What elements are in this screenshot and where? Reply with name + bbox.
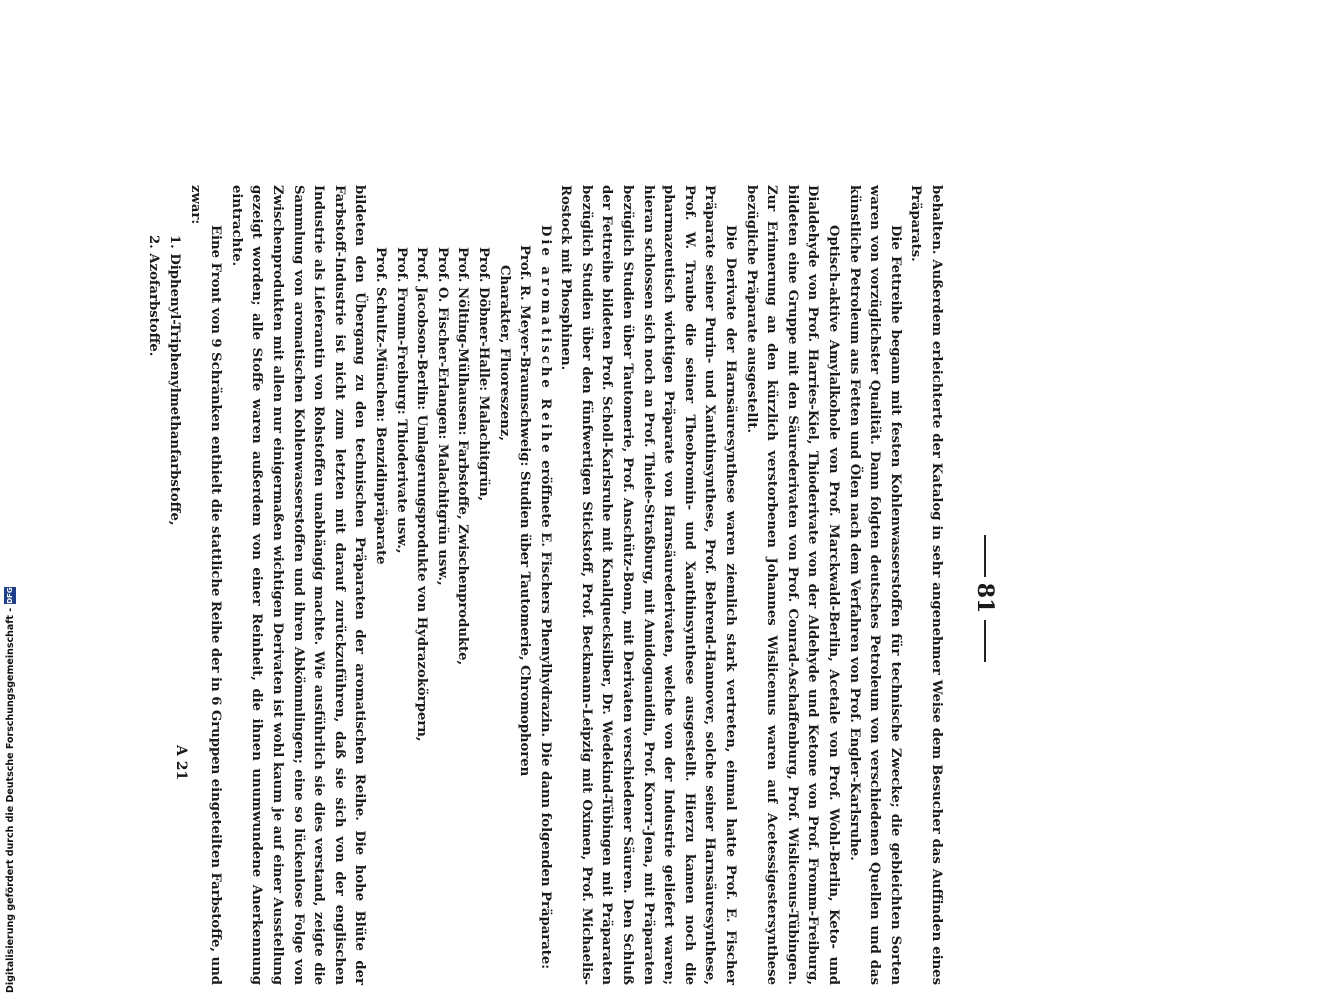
emphasized-phrase: Die aromatische Reihe: [537, 225, 553, 456]
list-item: Prof. Fromm-Freiburg: Thioderivate usw.,: [393, 247, 409, 554]
list-item: Prof. Döbner-Halle: Malachitgrün,: [475, 247, 491, 502]
document-page: [146, 185, 1000, 985]
list-item: Prof. Schultz-München: Benzidinpräparate: [372, 247, 388, 565]
enumerated-item: 1. Diphenyl-Triphenylmethanfarbstoffe,: [167, 235, 183, 526]
dfg-logo-icon: DFG: [6, 587, 14, 604]
paragraph: behalten. Außerdem erleichterte der Katalog in sehr angenehmer Weise dem Besucher das Auffinden eines Präparats.: [908, 185, 944, 985]
enumerated-item: 2. Azofarbstoffe.: [146, 235, 162, 357]
page-body: [143, 185, 946, 985]
signature-mark: A 21: [173, 745, 189, 781]
list-item: Prof. R. Meyer-Braunschweig: Studien über Tautomerie, Chromophoren: [517, 245, 533, 777]
paragraph: Die Fettreihe begann mit festen Kohlenwasserstoffen für technische Zwecke; die gebleichten Sorten waren von vorzüglichster Qualität. Dann folgten deutsches Petroleum von verschiedenen Quellen und das künstliche Petroleum aus Fetten und Ölen nach dem Verfahren von Prof. Engler-Karlsruhe.: [846, 185, 903, 985]
header-rule-right: [984, 620, 986, 662]
list-item: Prof. Nölting-Mülhausen: Farbstoffe, Zwischenprodukte,: [455, 247, 471, 666]
page-number: 81: [972, 582, 998, 614]
list-item: Charakter, Fluoreszenz,: [496, 265, 512, 441]
paragraph: Eine Front von 9 Schränken enthielt die stattliche Reihe der in 6 Gruppen eingeteilten Farbstoffe, und zwar:: [187, 185, 224, 985]
list-item: Prof. O. Fischer-Erlangen: Malachitgrün usw.,: [434, 247, 450, 586]
paragraph: bildeten den Übergang zu den technischen Präparaten der aromatischen Reihe. Die hohe Blüte der Farbstoff-Industrie ist nicht zum letzten mit darauf zurückzuführen, daß sie sich von der englischen Industrie als Lieferantin von Rohstoffen unabhängig machte. Wie ausführlich sie dies verstand, zeigte die Sammlung von aromatischen Kohlenwasserstoffen und ihren Abkömmlingen; eine so lückenlose Folge von Zwischenprodukten mit allen nur einigermaßen wichtigen Derivaten ist wohl kaum je auf einer Ausstellung gezeigt worden; alle Stoffe waren außerdem von einer Reinheit, die ihnen unumwundene Anerkennung eintrachte.: [228, 185, 368, 985]
paragraph: Die aromatische Reihe eröffnete E. Fischers Phenylhydrazin. Die dann folgenden Präparate:: [537, 225, 553, 970]
paragraph: Optisch-aktive Amylalkohole von Prof. Marckwald-Berlin, Acetale von Prof. Wohl-Berlin, Keto- und Dialdehyde von Prof. Harries-Kiel, Thioderivate von der Aldehyde und Ketone von Prof. Fromm-Freiburg, bildeten eine Gruppe mit den Säurederivaten von Prof. Conrad-Aschaffenburg, Prof. Wislicenus-Tübingen. Zur Erinnerung an den kürzlich verstorbenen Johannes Wislicenus waren auf Acetessigestersynthese bezügliche Präparate ausgestellt.: [743, 185, 842, 985]
list-item: Prof. Jacobson-Berlin: Umlagerungsprodukte von Hydrazokörpern,: [414, 247, 430, 742]
digitization-credit: [2, 587, 18, 993]
header-rule-left: [984, 535, 986, 577]
credit-text: Digitalisierung gefördert durch die Deutsche Forschungsgemeinschaft -: [4, 607, 16, 993]
page-header: [970, 185, 1000, 985]
paragraph: Die Derivate der Harnsäuresynthese waren ziemlich stark vertreten, einmal hatte Prof. E. Fischer Präparate seiner Purin- und Xanthinsynthese, Prof. Behrend-Hannover, solche seiner Harnsäuresynthese, Prof. W. Traube die seiner Theobromin- und Xanthinsynthese ausgestellt. Hierzu kamen noch die pharmazeutisch wichtigen Präparate von Harnsäurederivaten, welche von der Industrie geliefert waren; hieran schlossen sich noch an Prof. Thiele-Straßburg, mit Amidoguanidin, Prof. Knorr-Jena, mit Präparaten bezüglich Studien über Tautomerie, Prof. Anschütz-Bonn, mit Derivaten verschiedener Säuren. Den Schluß der Fettreihe bildeten Prof. Scholl-Karlsruhe mit Knallquecksilber, Dr. Wedekind-Tübingen mit Präparaten bezüglich Studien über den fünfwertigen Stickstoff, Prof. Beckmann-Leipzig mit Oximen, Prof. Michaelis-Rostock mit Phosphinen.: [558, 185, 739, 985]
